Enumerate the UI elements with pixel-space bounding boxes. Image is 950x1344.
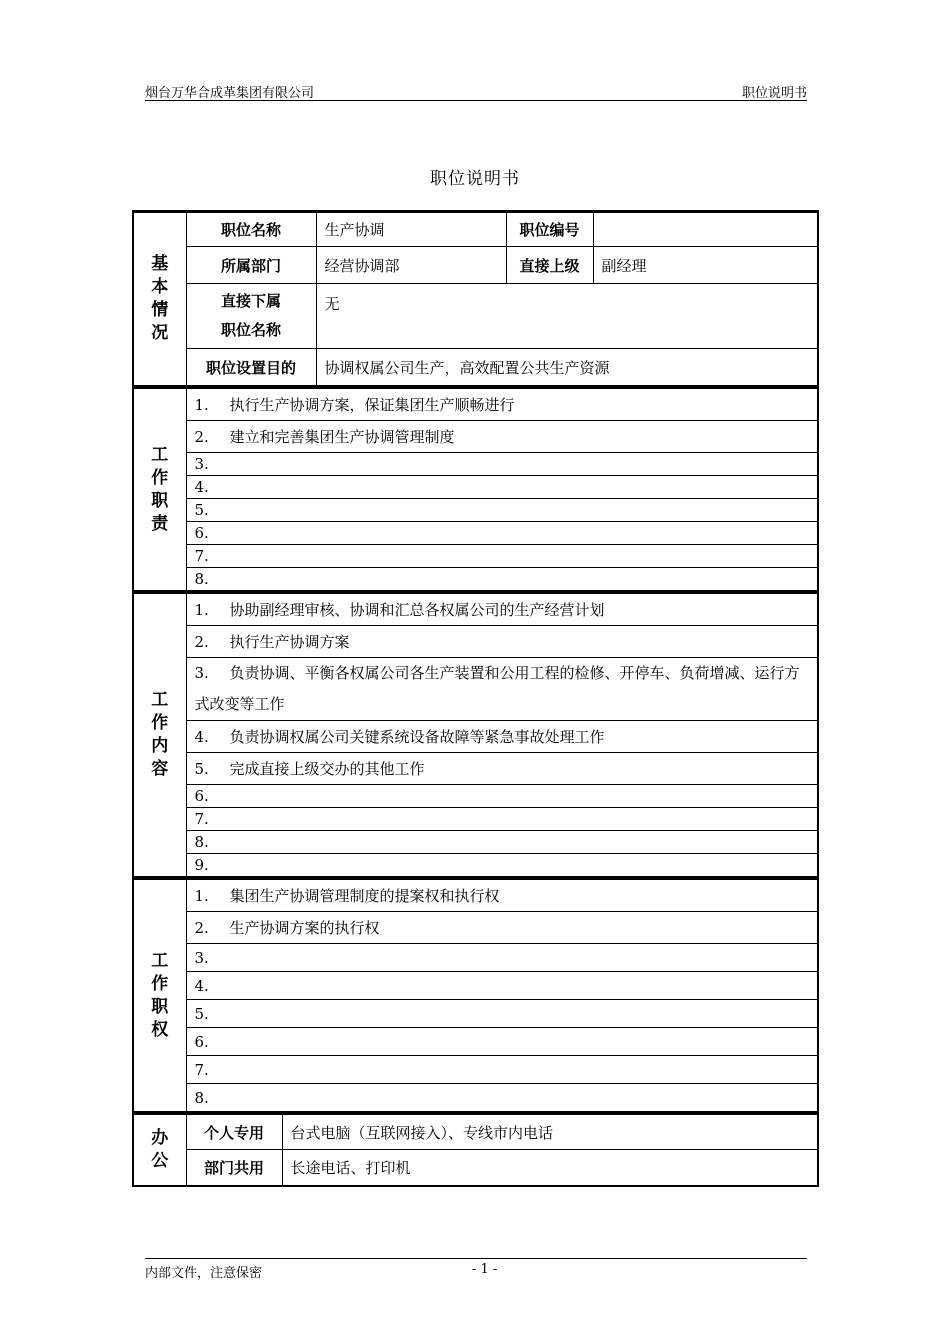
section-label-duties: 工作职责: [133, 388, 186, 591]
document-title: 职位说明书: [430, 169, 520, 189]
company-name: 烟台万华合成革集团有限公司: [145, 86, 315, 101]
list-item: 2. 执行生产协调方案: [186, 626, 818, 658]
footer-note: 内部文件，注意保密: [145, 1266, 263, 1281]
header-doc-label: 职位说明书: [741, 86, 807, 101]
list-item: 4. 负责协调权属公司关键系统设备故障等紧急事故处理工作: [186, 721, 818, 753]
department-value: 经营协调部: [316, 247, 506, 284]
work-content-section: [132, 591, 819, 877]
superior-value: 副经理: [593, 247, 818, 284]
subordinate-label-line-1: 直接下属: [220, 292, 281, 310]
personal-use-label: 个人专用: [186, 1114, 282, 1150]
job-description-form: [132, 210, 819, 1187]
list-item: 3.: [186, 453, 818, 476]
list-item: 7.: [186, 545, 818, 568]
list-item: 1. 执行生产协调方案，保证集团生产顺畅进行: [186, 388, 818, 421]
section-label-content: 工作内容: [133, 593, 186, 877]
position-code-label: 职位编号: [506, 212, 593, 247]
page-header: [145, 80, 807, 101]
list-item: 3.: [186, 944, 818, 972]
list-item: 8.: [186, 831, 818, 854]
purpose-value: 协调权属公司生产，高效配置公共生产资源: [316, 349, 818, 386]
list-item: 5.: [186, 1000, 818, 1028]
subordinate-value: 无: [316, 284, 818, 349]
list-item: 9.: [186, 854, 818, 877]
list-item: 5.: [186, 499, 818, 522]
subordinate-label-line-2: 职位名称: [220, 321, 281, 339]
department-label: 所属部门: [186, 247, 316, 284]
section-label-authority: 工作职权: [133, 879, 186, 1112]
list-item: 6.: [186, 522, 818, 545]
personal-use-value: 台式电脑（互联网接入）、专线市内电话: [282, 1114, 818, 1150]
list-item: 7.: [186, 808, 818, 831]
subordinate-label: [186, 284, 316, 349]
office-section: [132, 1112, 819, 1187]
authority-section: [132, 877, 819, 1112]
list-item: 8.: [186, 1084, 818, 1112]
list-item: 7.: [186, 1056, 818, 1084]
purpose-label: 职位设置目的: [186, 349, 316, 386]
position-code-value: [593, 212, 818, 247]
list-item: 1. 集团生产协调管理制度的提案权和执行权: [186, 879, 818, 912]
list-item: 6.: [186, 1028, 818, 1056]
shared-use-value: 长途电话、打印机: [282, 1150, 818, 1186]
position-name-label: 职位名称: [186, 212, 316, 247]
list-item: 2. 生产协调方案的执行权: [186, 912, 818, 944]
footer-rule: [145, 1258, 807, 1259]
superior-label: 直接上级: [506, 247, 593, 284]
position-name-value: 生产协调: [316, 212, 506, 247]
shared-use-label: 部门共用: [186, 1150, 282, 1186]
basic-info-section: [132, 210, 819, 386]
section-label-office: 办公: [133, 1114, 186, 1186]
page-number: - 1 -: [472, 1262, 498, 1277]
list-item: 1. 协助副经理审核、协调和汇总各权属公司的生产经营计划: [186, 593, 818, 626]
list-item: 2. 建立和完善集团生产协调管理制度: [186, 421, 818, 453]
list-item: 4.: [186, 972, 818, 1000]
list-item: 4.: [186, 476, 818, 499]
list-item: 8.: [186, 568, 818, 591]
list-item: 5. 完成直接上级交办的其他工作: [186, 753, 818, 785]
section-label-basic: 基本情况: [133, 212, 186, 386]
list-item: 6.: [186, 785, 818, 808]
list-item: 3. 负责协调、平衡各权属公司各生产装置和公用工程的检修、开停车、负荷增减、运行方式改变等工作: [186, 658, 818, 721]
duties-section: [132, 386, 819, 591]
